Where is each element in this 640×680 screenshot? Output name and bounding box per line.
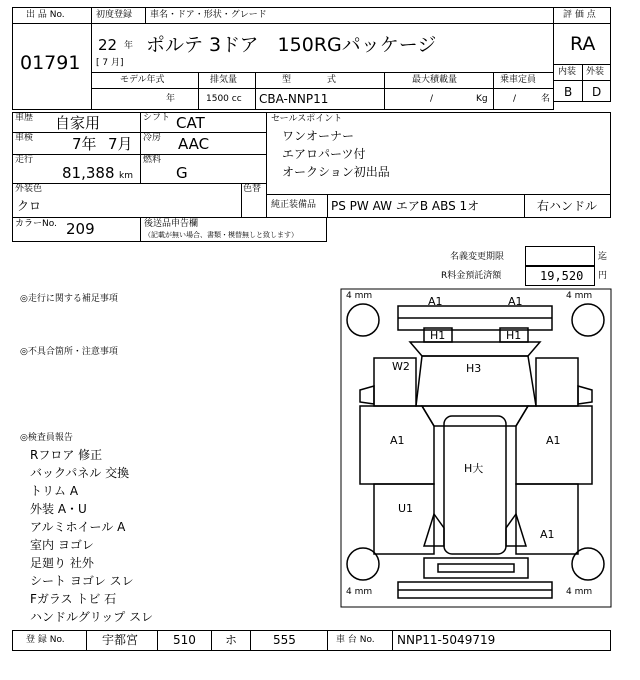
displacement-label: 排気量: [210, 75, 238, 85]
repaint-label: 色替: [243, 184, 262, 194]
tire-label-rr: 4 mm: [566, 587, 593, 597]
model-year-unit: 年: [166, 94, 176, 104]
tire-label-fl: 4 mm: [346, 291, 373, 301]
color-no-label: カラーNo.: [15, 219, 57, 229]
color-no: 209: [66, 220, 95, 238]
chassis-label: 車 台 No.: [336, 635, 375, 645]
year-unit: 年: [124, 41, 134, 51]
sales-point-label: セールスポイント: [271, 114, 343, 124]
equipment-label: 純正装備品: [271, 200, 317, 210]
mark-roof: H大: [464, 462, 484, 475]
tire-label-fr: 4 mm: [566, 291, 593, 301]
color: クロ: [17, 199, 42, 213]
car-name: ポルテ 3ドア 150RGパッケージ: [146, 34, 437, 56]
docs-note: （記載が無い場合、書類・模替無しと致します）: [144, 231, 298, 239]
inspector-item-9: Fガラス トビ 石: [30, 592, 117, 606]
mark-bonnet: H3: [466, 362, 482, 375]
inspection-month: 7月: [108, 135, 133, 153]
fuel: G: [176, 164, 188, 182]
rating: RA: [570, 33, 596, 55]
inspector-item-1: Rフロア 修正: [30, 448, 103, 462]
interior-label: 内装: [558, 67, 577, 77]
model-year-label: モデル年式: [120, 75, 165, 85]
shift: CAT: [176, 114, 205, 132]
reg-class: 510: [173, 633, 196, 647]
max-load-unit: Kg: [476, 94, 488, 104]
lot-label: 出 品 No.: [26, 10, 65, 20]
chassis-no: NNP11-5049719: [397, 633, 496, 647]
driving-notes-label: ◎走行に関する補足事項: [20, 294, 118, 304]
tire-front-right: [572, 304, 604, 336]
inspector-item-4: 外装 A・U: [30, 502, 87, 516]
capacity-label: 乗車定員: [500, 75, 537, 85]
rear-panel: [424, 558, 528, 578]
sales-point-3: オークション初出品: [282, 165, 390, 179]
steering: 右ハンドル: [537, 199, 598, 213]
fuel-label: 燃料: [143, 155, 162, 165]
car-name-label: 車名・ドア・形状・グレード: [150, 10, 267, 20]
inspector-item-5: アルミホイール A: [30, 520, 126, 534]
recycle-label: R料金預託済額: [441, 271, 502, 281]
inspector-item-8: シート ヨゴレ スレ: [30, 574, 134, 588]
inspector-item-7: 足廻り 社外: [30, 556, 94, 570]
displacement: 1500 cc: [206, 94, 242, 104]
inspector-item-3: トリム A: [30, 484, 79, 498]
name-change-unit: 迄: [598, 252, 608, 262]
rating-label: 評 価 点: [563, 10, 596, 20]
mark-quarter-left: U1: [398, 502, 414, 515]
name-change-box: [525, 246, 595, 266]
shift-label: シフト: [143, 113, 171, 123]
history: 自家用: [55, 114, 101, 132]
mileage: 81,388: [62, 164, 115, 182]
reg-label: 登 録 No.: [26, 635, 65, 645]
first-reg-label: 初度登録: [96, 10, 133, 20]
model-code-label: 型 式: [282, 75, 337, 85]
roof: [444, 416, 506, 554]
inspection-label: 車検: [15, 133, 34, 143]
mark-front-bumper-right: A1: [508, 295, 523, 308]
mileage-label: 走行: [15, 155, 34, 165]
ac: AAC: [178, 135, 210, 153]
mark-front-bumper-left: A1: [428, 295, 443, 308]
mark-quarter-right: A1: [540, 528, 555, 541]
inspector-item-2: バックパネル 交換: [30, 466, 130, 480]
sales-point-1: ワンオーナー: [282, 129, 355, 143]
mark-door-right: A1: [546, 434, 561, 447]
name-change-label: 名義変更期限: [450, 252, 505, 262]
tire-front-left: [347, 304, 379, 336]
reg-kana: ホ: [225, 633, 238, 647]
history-label: 車歴: [15, 113, 34, 123]
inspection-year: 7年: [72, 135, 97, 153]
fender-right: [536, 358, 578, 406]
inspector-item-10: ハンドルグリップ スレ: [30, 610, 154, 624]
reg-place: 宇都宮: [102, 633, 139, 647]
sales-point-2: エアロパーツ付: [282, 147, 366, 161]
first-reg-year: 22: [98, 36, 118, 54]
first-reg-month: [ 7 月]: [96, 58, 124, 68]
mark-headlight-right: H1: [506, 329, 522, 342]
color-cell: [12, 183, 242, 218]
max-load-sep: /: [430, 94, 434, 104]
inspector-label: ◎検査員報告: [20, 433, 73, 443]
mileage-unit: km: [119, 171, 133, 181]
capacity-unit: 名: [541, 94, 551, 104]
exterior-label: 外装: [586, 67, 605, 77]
mark-door-left: A1: [390, 434, 405, 447]
equipment: PS PW AW エアB ABS 1オ: [331, 199, 480, 213]
defects-label: ◎不具合箇所・注意事項: [20, 347, 118, 357]
recycle-amount: 19,520: [540, 269, 584, 283]
model-code: CBA-NNP11: [259, 92, 329, 106]
max-load-label: 最大積載量: [412, 75, 458, 85]
model-year-cell: [91, 88, 199, 110]
docs-label: 後送品申告欄: [144, 219, 199, 229]
mark-fender-left: W2: [392, 360, 410, 373]
inspector-item-6: 室内 ヨゴレ: [30, 538, 94, 552]
exterior-score: D: [592, 85, 602, 99]
ac-label: 冷房: [143, 133, 162, 143]
car-damage-diagram: [340, 288, 612, 608]
interior-score: B: [564, 85, 573, 99]
reg-number: 555: [273, 633, 296, 647]
tire-label-rl: 4 mm: [346, 587, 373, 597]
color-label: 外装色: [15, 184, 43, 194]
tire-rear-right: [572, 548, 604, 580]
lot-number: 01791: [20, 52, 81, 74]
mark-headlight-left: H1: [430, 329, 446, 342]
capacity-sep: /: [513, 94, 517, 104]
recycle-unit: 円: [598, 271, 608, 281]
